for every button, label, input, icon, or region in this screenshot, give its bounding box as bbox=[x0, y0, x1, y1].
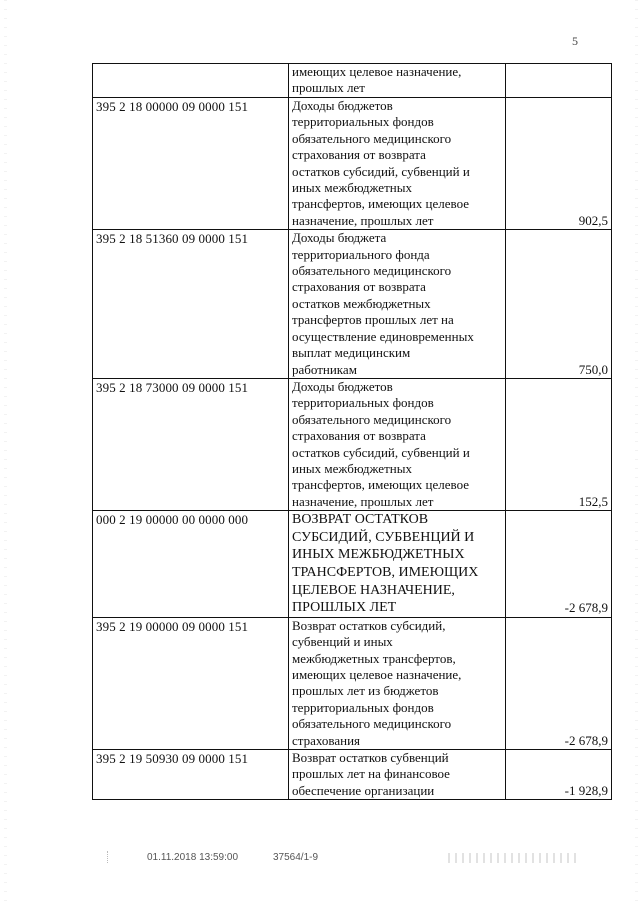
description-line: трансфертов прошлых лет на bbox=[292, 312, 454, 328]
description-line: ПРОШЛЫХ ЛЕТ bbox=[292, 600, 397, 616]
description-cell bbox=[289, 511, 506, 618]
budget-code-cell bbox=[93, 64, 289, 98]
description-line: работникам bbox=[292, 361, 357, 377]
description-line: остатков субсидий, субвенций и bbox=[292, 163, 470, 179]
table-row bbox=[93, 98, 612, 230]
description-line: имеющих целевое назначение, bbox=[292, 666, 462, 682]
table-row bbox=[93, 64, 612, 98]
description-line: Возврат остатков субвенций bbox=[292, 749, 449, 765]
description-line: назначение, прошлых лет bbox=[292, 212, 434, 228]
table-row bbox=[93, 230, 612, 379]
budget-table bbox=[92, 63, 612, 800]
description-line: территориальных фондов bbox=[292, 395, 434, 411]
description-line: ТРАНСФЕРТОВ, ИМЕЮЩИХ bbox=[292, 564, 479, 580]
scan-mark bbox=[107, 851, 114, 863]
description-line: территориального фонда bbox=[292, 246, 430, 262]
description-line: обязательного медицинского bbox=[292, 130, 452, 146]
amount-cell: -2 678,9 bbox=[506, 511, 612, 618]
budget-code-cell: 395 2 18 73000 09 0000 151 bbox=[93, 378, 289, 510]
description-line: территориальных фондов bbox=[292, 114, 434, 130]
description-cell bbox=[289, 378, 506, 510]
description-line: страхования от возврата bbox=[292, 428, 426, 444]
description-line: имеющих целевое назначение, bbox=[292, 64, 462, 79]
description-line: Доходы бюджета bbox=[292, 230, 387, 246]
footer-datetime: 01.11.2018 13:59:00 bbox=[147, 852, 239, 863]
description-line: прошлых лет из бюджетов bbox=[292, 683, 439, 699]
description-line: выплат медицинским bbox=[292, 345, 411, 361]
description-line: трансфертов, имеющих целевое bbox=[292, 196, 470, 212]
description-cell bbox=[289, 64, 506, 98]
description-line: ИНЫХ МЕЖБЮДЖЕТНЫХ bbox=[292, 547, 465, 563]
description-line: обязательного медицинского bbox=[292, 716, 452, 732]
description-line: обязательного медицинского bbox=[292, 263, 452, 279]
budget-code-cell: 395 2 18 00000 09 0000 151 bbox=[93, 98, 289, 230]
description-cell bbox=[289, 749, 506, 799]
description-line: страхования от возврата bbox=[292, 147, 426, 163]
amount-cell: 152,5 bbox=[506, 378, 612, 510]
description-line: прошлых лет на финансовое bbox=[292, 766, 450, 782]
description-line: остатков межбюджетных bbox=[292, 295, 431, 311]
scan-edge-left bbox=[4, 0, 7, 905]
description-line: назначение, прошлых лет bbox=[292, 493, 434, 509]
table-row bbox=[93, 378, 612, 510]
description-line: межбюджетных трансфертов, bbox=[292, 650, 456, 666]
description-line: ЦЕЛЕВОЕ НАЗНАЧЕНИЕ, bbox=[292, 582, 455, 598]
page-number: 5 bbox=[572, 34, 578, 48]
table-row bbox=[93, 511, 612, 618]
description-line: обязательного медицинского bbox=[292, 411, 452, 427]
description-line: ВОЗВРАТ ОСТАТКОВ bbox=[292, 512, 429, 528]
description-line: прошлых лет bbox=[292, 80, 365, 96]
description-line: страхования bbox=[292, 732, 361, 748]
description-line: обеспечение организации bbox=[292, 782, 435, 798]
description-line: трансфертов, имеющих целевое bbox=[292, 477, 470, 493]
description-line: Доходы бюджетов bbox=[292, 98, 393, 113]
description-line: Возврат остатков субсидий, bbox=[292, 617, 446, 633]
budget-code-cell: 395 2 18 51360 09 0000 151 bbox=[93, 230, 289, 379]
budget-table-body bbox=[93, 64, 612, 800]
budget-code-cell: 395 2 19 00000 09 0000 151 bbox=[93, 617, 289, 749]
faint-stamp bbox=[448, 853, 578, 863]
description-cell bbox=[289, 98, 506, 230]
description-line: территориальных фондов bbox=[292, 699, 434, 715]
table-row bbox=[93, 617, 612, 749]
scan-edge-right bbox=[635, 0, 638, 905]
description-line: остатков субсидий, субвенций и bbox=[292, 444, 470, 460]
footer-document-id: 37564/1-9 bbox=[273, 852, 319, 863]
amount-cell: -2 678,9 bbox=[506, 617, 612, 749]
description-cell bbox=[289, 230, 506, 379]
description-cell bbox=[289, 617, 506, 749]
description-line: СУБСИДИЙ, СУБВЕНЦИЙ И bbox=[292, 529, 475, 545]
table-row bbox=[93, 749, 612, 799]
amount-cell: -1 928,9 bbox=[506, 749, 612, 799]
description-line: страхования от возврата bbox=[292, 279, 426, 295]
budget-code-cell: 395 2 19 50930 09 0000 151 bbox=[93, 749, 289, 799]
description-line: Доходы бюджетов bbox=[292, 378, 393, 394]
amount-cell bbox=[506, 64, 612, 98]
description-line: субвенций и иных bbox=[292, 634, 393, 650]
description-line: осуществление единовременных bbox=[292, 328, 474, 344]
description-line: иных межбюджетных bbox=[292, 460, 412, 476]
budget-code-cell: 000 2 19 00000 00 0000 000 bbox=[93, 511, 289, 618]
amount-cell: 902,5 bbox=[506, 98, 612, 230]
description-line: иных межбюджетных bbox=[292, 180, 412, 196]
amount-cell: 750,0 bbox=[506, 230, 612, 379]
